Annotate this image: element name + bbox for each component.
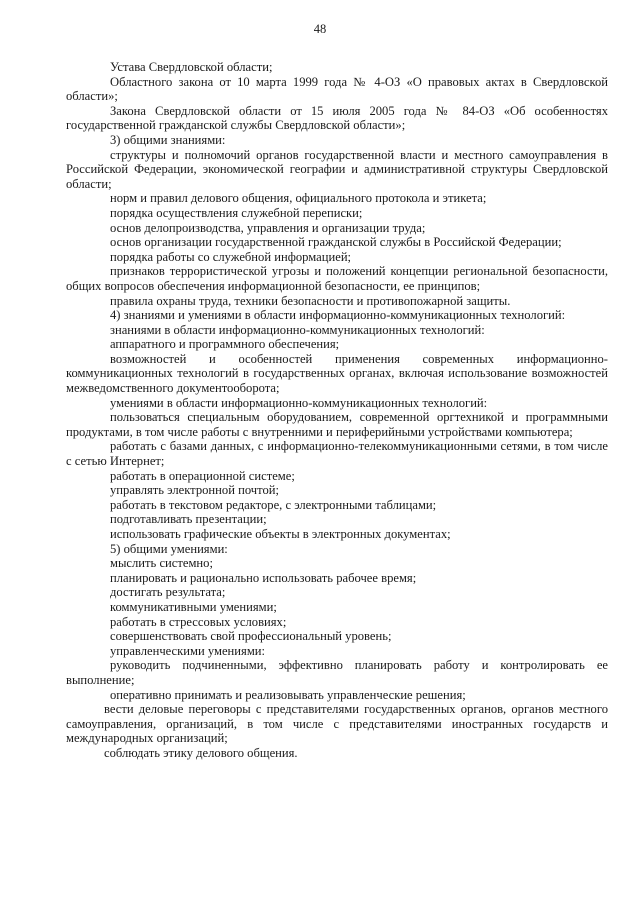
paragraph: 5) общими умениями:: [110, 541, 228, 556]
paragraph: коммуникативными умениями;: [110, 599, 277, 614]
paragraph: порядка осуществления служебной переписки;: [110, 205, 363, 220]
paragraph: 3) общими знаниями:: [110, 132, 226, 147]
paragraph: Закона Свердловской области от 15 июля 2005 года № 84-ОЗ «Об особенностях государственной гражданской службы Свердловской области»;: [66, 103, 608, 133]
paragraph: оперативно принимать и реализовывать управленческие решения;: [110, 687, 466, 702]
paragraph: управлять электронной почтой;: [110, 483, 280, 498]
paragraph: вести деловые переговоры с представителями государственных органов, органов местного самоуправления, организаций, в том числе с представителями иностранных государств и международных организаций;: [66, 702, 608, 746]
paragraph: работать в стрессовых условиях;: [110, 614, 287, 629]
paragraph: 4) знаниями и умениями в области информационно-коммуникационных технологий:: [110, 308, 566, 323]
paragraph: работать с базами данных, с информационно-телекоммуникационными сетями, в том числе с сетью Интернет;: [66, 439, 608, 469]
paragraph: возможностей и особенностей применения современных информационно-коммуникационных технологий в государственных органах, включая использование возможностей межведомственного документооборота;: [66, 351, 608, 396]
paragraph: подготавливать презентации;: [110, 512, 267, 527]
paragraph: Устава Свердловской области;: [110, 60, 273, 74]
paragraph: совершенствовать свой профессиональный уровень;: [110, 629, 392, 644]
paragraph: управленческими умениями:: [110, 643, 266, 658]
paragraph: Областного закона от 10 марта 1999 года № 4-ОЗ «О правовых актах в Свердловской области»;: [66, 74, 608, 104]
paragraph: планировать и рационально использовать рабочее время;: [110, 570, 417, 585]
paragraph: умениями в области информационно-коммуникационных технологий:: [110, 395, 488, 410]
paragraph: мыслить системно;: [110, 556, 213, 571]
paragraph: пользоваться специальным оборудованием, современной оргтехникой и программными продуктами, в том числе работы с внутренними и периферийными устройствами компьютера;: [66, 410, 608, 439]
paragraph: основ организации государственной гражданской службы в Российской Федерации;: [110, 235, 562, 250]
document-body: [66, 60, 608, 761]
paragraph: признаков террористической угрозы и положений концепции региональной безопасности, общих вопросов обеспечения информационной безопасности, ее принципов;: [66, 264, 608, 293]
paragraph: основ делопроизводства, управления и организации труда;: [110, 220, 426, 235]
paragraph: достигать результата;: [110, 585, 226, 600]
paragraph: соблюдать этику делового общения.: [104, 745, 298, 760]
paragraph: работать в текстовом редакторе, с электронными таблицами;: [110, 497, 437, 512]
page-number: 48: [313, 22, 327, 36]
paragraph: порядка работы со служебной информацией;: [110, 249, 352, 264]
paragraph: правила охраны труда, техники безопасности и противопожарной защиты.: [110, 293, 511, 308]
paragraph: норм и правил делового общения, официального протокола и этикета;: [110, 191, 487, 206]
paragraph: использовать графические объекты в электронных документах;: [110, 527, 451, 541]
paragraph: знаниями в области информационно-коммуникационных технологий:: [110, 322, 485, 337]
paragraph: аппаратного и программного обеспечения;: [110, 337, 340, 352]
paragraph: руководить подчиненными, эффективно планировать работу и контролировать ее выполнение;: [66, 658, 608, 687]
paragraph: структуры и полномочий органов государственной власти и местного самоуправления в Российской Федерации, экономической географии и административной структуры Свердловской области;: [66, 147, 608, 191]
paragraph: работать в операционной системе;: [110, 468, 295, 483]
